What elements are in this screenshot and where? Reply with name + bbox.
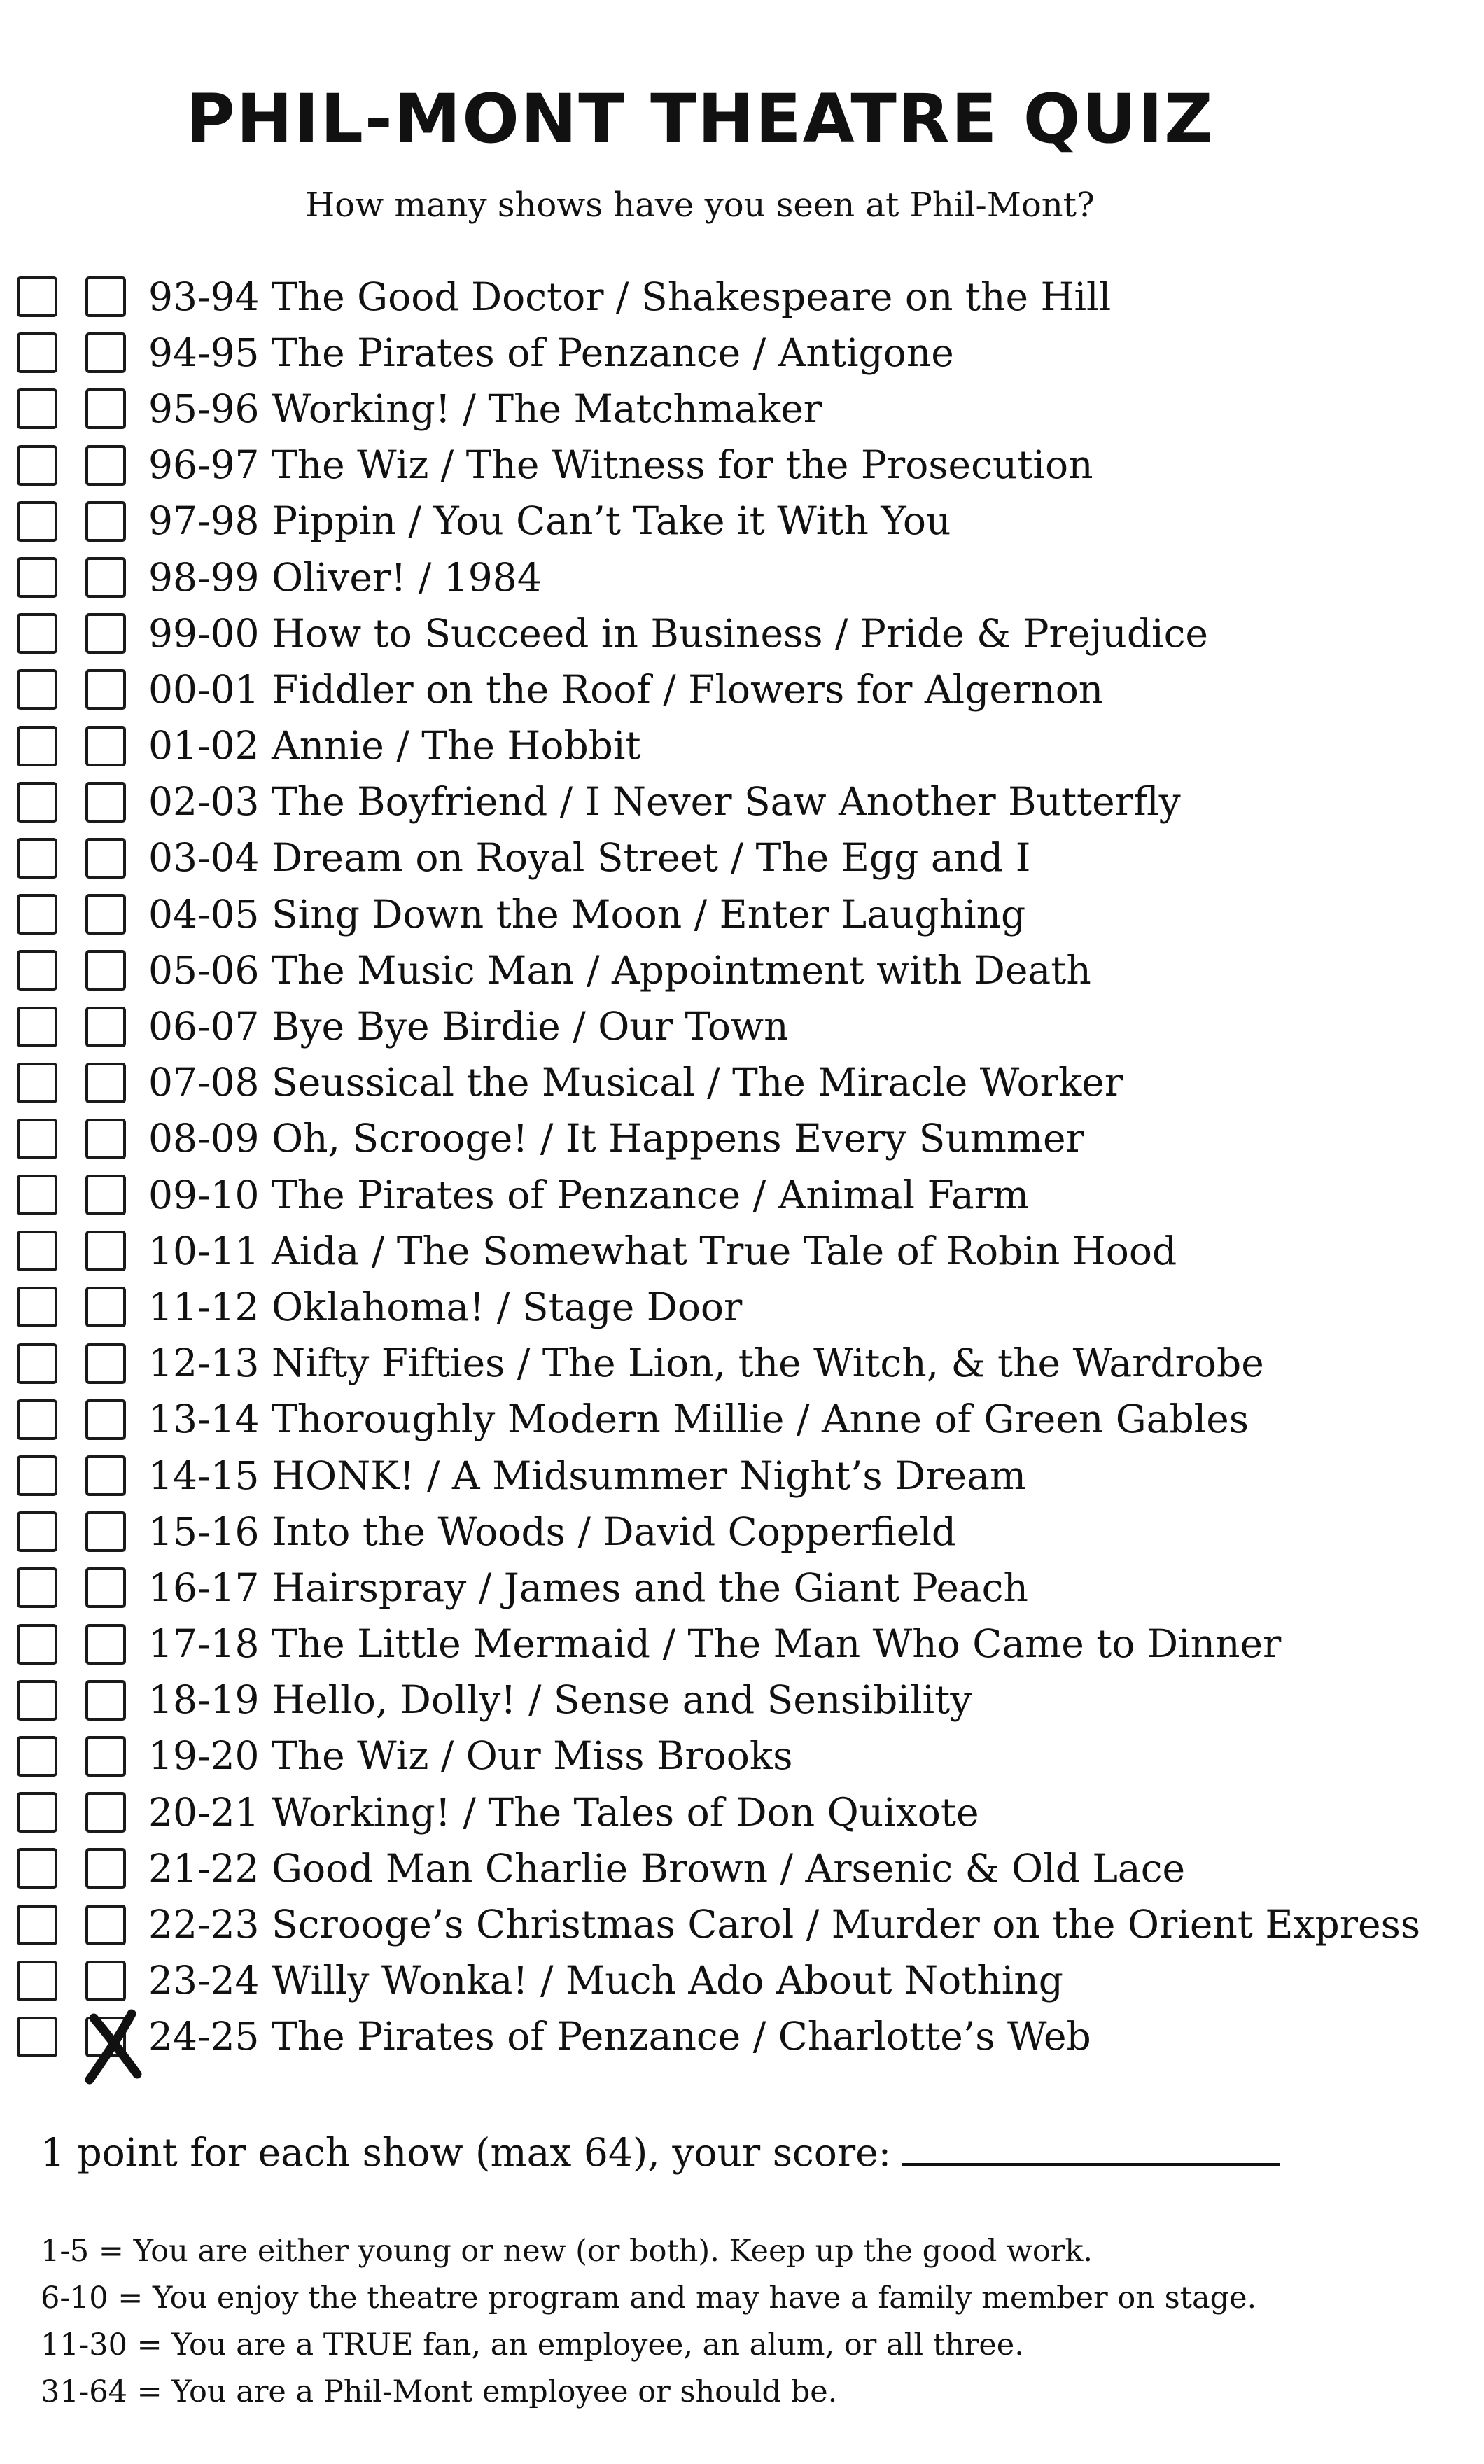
show-label: 95-96 Working! / The Matchmaker <box>148 386 822 431</box>
show-label: 22-23 Scrooge’s Christmas Carol / Murder on the Orient Express <box>148 1902 1421 1947</box>
show-row <box>17 662 1473 718</box>
show-label: 20-21 Working! / The Tales of Don Quixote <box>148 1789 979 1835</box>
score-line <box>41 2127 1280 2176</box>
checkbox-second[interactable] <box>85 1961 126 2001</box>
checkbox-second[interactable] <box>85 1399 126 1440</box>
checkbox-second[interactable] <box>85 669 126 710</box>
checkbox-first[interactable] <box>17 1511 57 1552</box>
checkbox-second[interactable] <box>85 1287 126 1327</box>
quiz-title: PHIL-MONT THEATRE QUIZ <box>186 80 1214 158</box>
checkbox-second[interactable] <box>85 1624 126 1665</box>
show-row <box>17 438 1473 493</box>
checkbox-first[interactable] <box>17 1680 57 1721</box>
show-label: 01-02 Annie / The Hobbit <box>148 723 641 769</box>
checkbox-second[interactable] <box>85 2017 126 2057</box>
show-label: 94-95 The Pirates of Penzance / Antigone <box>148 330 954 375</box>
checkbox-second[interactable] <box>85 950 126 990</box>
show-label: 03-04 Dream on Royal Street / The Egg and I <box>148 835 1031 881</box>
show-row <box>17 1279 1473 1335</box>
checkbox-second[interactable] <box>85 1119 126 1159</box>
checkbox-second[interactable] <box>85 1455 126 1496</box>
checkbox-first[interactable] <box>17 332 57 373</box>
show-label: 19-20 The Wiz / Our Miss Brooks <box>148 1733 793 1779</box>
score-input[interactable] <box>902 2127 1280 2166</box>
checkbox-first[interactable] <box>17 950 57 990</box>
checkbox-second[interactable] <box>85 276 126 317</box>
checkbox-second[interactable] <box>85 388 126 429</box>
checkbox-first[interactable] <box>17 838 57 878</box>
checkbox-first[interactable] <box>17 1567 57 1608</box>
show-label: 13-14 Thoroughly Modern Millie / Anne of Green Gables <box>148 1396 1250 1442</box>
checkbox-first[interactable] <box>17 726 57 766</box>
show-row <box>17 1111 1473 1167</box>
legend-item: 11-30 = You are a TRUE fan, an employee, an alum, or all three. <box>41 2328 1024 2362</box>
show-label: 12-13 Nifty Fifties / The Lion, the Witch, & the Wardrobe <box>148 1340 1264 1386</box>
checkbox-first[interactable] <box>17 557 57 598</box>
show-label: 99-00 How to Succeed in Business / Pride & Prejudice <box>148 610 1208 656</box>
checkbox-first[interactable] <box>17 1343 57 1384</box>
checkbox-first[interactable] <box>17 1961 57 2001</box>
show-label: 96-97 The Wiz / The Witness for the Prosecution <box>148 442 1093 488</box>
checkbox-second[interactable] <box>85 1063 126 1103</box>
checkbox-first[interactable] <box>17 613 57 654</box>
show-row <box>17 1728 1473 1784</box>
show-row <box>17 1840 1473 1896</box>
show-row <box>17 1504 1473 1560</box>
checkbox-first[interactable] <box>17 1624 57 1665</box>
checkbox-second[interactable] <box>85 1736 126 1777</box>
show-row <box>17 269 1473 325</box>
checkbox-first[interactable] <box>17 894 57 934</box>
checkbox-second[interactable] <box>85 782 126 822</box>
show-label: 98-99 Oliver! / 1984 <box>148 554 542 600</box>
show-label: 16-17 Hairspray / James and the Giant Peach <box>148 1564 1028 1610</box>
show-label: 02-03 The Boyfriend / I Never Saw Another Butterfly <box>148 779 1181 825</box>
checkbox-first[interactable] <box>17 501 57 542</box>
show-label: 04-05 Sing Down the Moon / Enter Laughing <box>148 891 1026 937</box>
show-label: 21-22 Good Man Charlie Brown / Arsenic & Old Lace <box>148 1845 1186 1891</box>
show-row <box>17 1560 1473 1616</box>
show-row <box>17 381 1473 437</box>
checkbox-second[interactable] <box>85 894 126 934</box>
checkbox-second[interactable] <box>85 1343 126 1384</box>
show-label: 17-18 The Little Mermaid / The Man Who Came to Dinner <box>148 1621 1282 1667</box>
show-label: 24-25 The Pirates of Penzance / Charlotte’s Web <box>148 2014 1091 2059</box>
show-row <box>17 550 1473 606</box>
checkbox-second[interactable] <box>85 1175 126 1215</box>
checkbox-second[interactable] <box>85 557 126 598</box>
checkbox-first[interactable] <box>17 1848 57 1889</box>
show-row <box>17 325 1473 381</box>
checkbox-first[interactable] <box>17 1455 57 1496</box>
checkbox-first[interactable] <box>17 1231 57 1271</box>
x-mark-icon <box>80 2007 144 2085</box>
checkbox-first[interactable] <box>17 782 57 822</box>
show-row <box>17 1223 1473 1279</box>
show-label: 09-10 The Pirates of Penzance / Animal Farm <box>148 1172 1030 1217</box>
score-label: 1 point for each show (max 64), your score: <box>41 2130 892 2175</box>
checkbox-second[interactable] <box>85 838 126 878</box>
show-row <box>17 2009 1473 2065</box>
checkbox-first[interactable] <box>17 1119 57 1159</box>
checkbox-second[interactable] <box>85 332 126 373</box>
show-row <box>17 886 1473 942</box>
checkbox-first[interactable] <box>17 1007 57 1047</box>
checkbox-second[interactable] <box>85 613 126 654</box>
checkbox-second[interactable] <box>85 1905 126 1945</box>
checkbox-first[interactable] <box>17 669 57 710</box>
show-row <box>17 942 1473 998</box>
show-row <box>17 1672 1473 1728</box>
checkbox-first[interactable] <box>17 1905 57 1945</box>
checkbox-first[interactable] <box>17 276 57 317</box>
show-label: 97-98 Pippin / You Can’t Take it With You <box>148 498 951 544</box>
checkbox-first[interactable] <box>17 1399 57 1440</box>
show-label: 23-24 Willy Wonka! / Much Ado About Nothing <box>148 1958 1063 2003</box>
show-label: 10-11 Aida / The Somewhat True Tale of Robin Hood <box>148 1228 1177 1273</box>
show-row <box>17 493 1473 550</box>
show-label: 93-94 The Good Doctor / Shakespeare on the Hill <box>148 274 1112 319</box>
show-label: 07-08 Seussical the Musical / The Miracle Worker <box>148 1060 1124 1105</box>
checkbox-second[interactable] <box>85 726 126 766</box>
legend-item: 31-64 = You are a Phil-Mont employee or should be. <box>41 2374 838 2409</box>
checkbox-second[interactable] <box>85 1680 126 1721</box>
show-row <box>17 606 1473 662</box>
checkbox-second[interactable] <box>85 1792 126 1833</box>
checkbox-second[interactable] <box>85 1007 126 1047</box>
checkbox-first[interactable] <box>17 388 57 429</box>
checkbox-second[interactable] <box>85 1848 126 1889</box>
checkbox-first[interactable] <box>17 1063 57 1103</box>
show-row <box>17 1167 1473 1223</box>
checkbox-second[interactable] <box>85 501 126 542</box>
show-row <box>17 998 1473 1054</box>
show-list <box>17 269 1473 2065</box>
checkbox-first[interactable] <box>17 2017 57 2057</box>
show-row <box>17 1448 1473 1504</box>
checkbox-second[interactable] <box>85 445 126 486</box>
show-row <box>17 1055 1473 1111</box>
show-label: 18-19 Hello, Dolly! / Sense and Sensibility <box>148 1677 972 1723</box>
checkbox-first[interactable] <box>17 1792 57 1833</box>
show-label: 14-15 HONK! / A Midsummer Night’s Dream <box>148 1452 1027 1498</box>
checkbox-second[interactable] <box>85 1567 126 1608</box>
checkbox-first[interactable] <box>17 1175 57 1215</box>
show-label: 08-09 Oh, Scrooge! / It Happens Every Summer <box>148 1116 1084 1161</box>
show-row <box>17 1953 1473 2009</box>
checkbox-first[interactable] <box>17 1287 57 1327</box>
legend-item: 1-5 = You are either young or new (or both). Keep up the good work. <box>41 2234 1093 2269</box>
legend-item: 6-10 = You enjoy the theatre program and may have a family member on stage. <box>41 2281 1257 2316</box>
show-row <box>17 718 1473 774</box>
show-row <box>17 1896 1473 1952</box>
quiz-subtitle: How many shows have you seen at Phil-Mont? <box>305 186 1095 225</box>
show-row <box>17 1784 1473 1840</box>
show-row <box>17 774 1473 830</box>
show-label: 00-01 Fiddler on the Roof / Flowers for Algernon <box>148 666 1104 712</box>
show-row <box>17 830 1473 886</box>
score-legend <box>41 2228 1469 2416</box>
show-row <box>17 1616 1473 1672</box>
checkbox-second[interactable] <box>85 1511 126 1552</box>
checkbox-first[interactable] <box>17 1736 57 1777</box>
show-label: 05-06 The Music Man / Appointment with Death <box>148 947 1091 993</box>
show-label: 11-12 Oklahoma! / Stage Door <box>148 1284 743 1329</box>
show-label: 06-07 Bye Bye Birdie / Our Town <box>148 1004 789 1049</box>
show-row <box>17 1336 1473 1392</box>
show-label: 15-16 Into the Woods / David Copperfield <box>148 1508 957 1554</box>
checkbox-second[interactable] <box>85 1231 126 1271</box>
show-row <box>17 1392 1473 1448</box>
checkbox-first[interactable] <box>17 445 57 486</box>
